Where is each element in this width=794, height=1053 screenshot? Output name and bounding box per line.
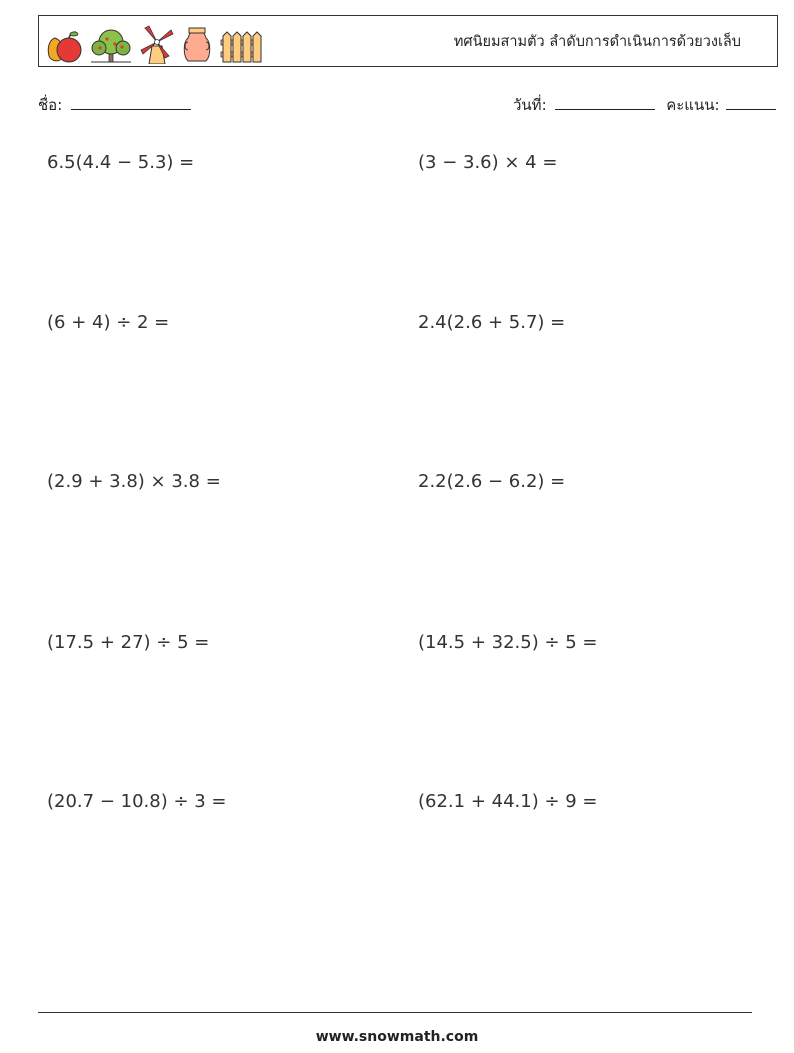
problem-3: (6 + 4) ÷ 2 = — [47, 312, 170, 333]
name-label: ชื่อ: — [38, 96, 63, 114]
problem-4: 2.4(2.6 + 5.7) = — [418, 312, 566, 333]
problem-7: (17.5 + 27) ÷ 5 = — [47, 632, 210, 653]
windmill-icon — [139, 24, 175, 64]
footer-divider — [38, 1012, 752, 1013]
problem-6: 2.2(2.6 − 6.2) = — [418, 471, 566, 492]
worksheet-title: ทศนิยมสามตัว ลำดับการดำเนินการด้วยวงเล็บ — [453, 34, 741, 50]
fence-icon — [219, 30, 263, 64]
name-field — [38, 93, 191, 117]
footer-url[interactable]: www.snowmath.com — [315, 1029, 479, 1045]
problem-9: (20.7 − 10.8) ÷ 3 = — [47, 791, 227, 812]
score-label: คะแนน: — [666, 96, 720, 114]
date-blank-line[interactable] — [555, 95, 655, 110]
worksheet-header — [38, 15, 778, 67]
date-score-field — [513, 93, 776, 117]
score-blank-line[interactable] — [726, 95, 776, 110]
fruit-icon — [43, 28, 83, 64]
problem-2: (3 − 3.6) × 4 = — [418, 152, 558, 173]
problem-1: 6.5(4.4 − 5.3) = — [47, 152, 195, 173]
date-label: วันที่: — [513, 96, 547, 114]
tree-icon — [89, 28, 133, 64]
problem-5: (2.9 + 3.8) × 3.8 = — [47, 471, 221, 492]
name-blank-line[interactable] — [71, 95, 191, 110]
jar-icon — [181, 26, 213, 64]
problem-8: (14.5 + 32.5) ÷ 5 = — [418, 632, 598, 653]
header-icons — [43, 20, 263, 64]
problem-10: (62.1 + 44.1) ÷ 9 = — [418, 791, 598, 812]
